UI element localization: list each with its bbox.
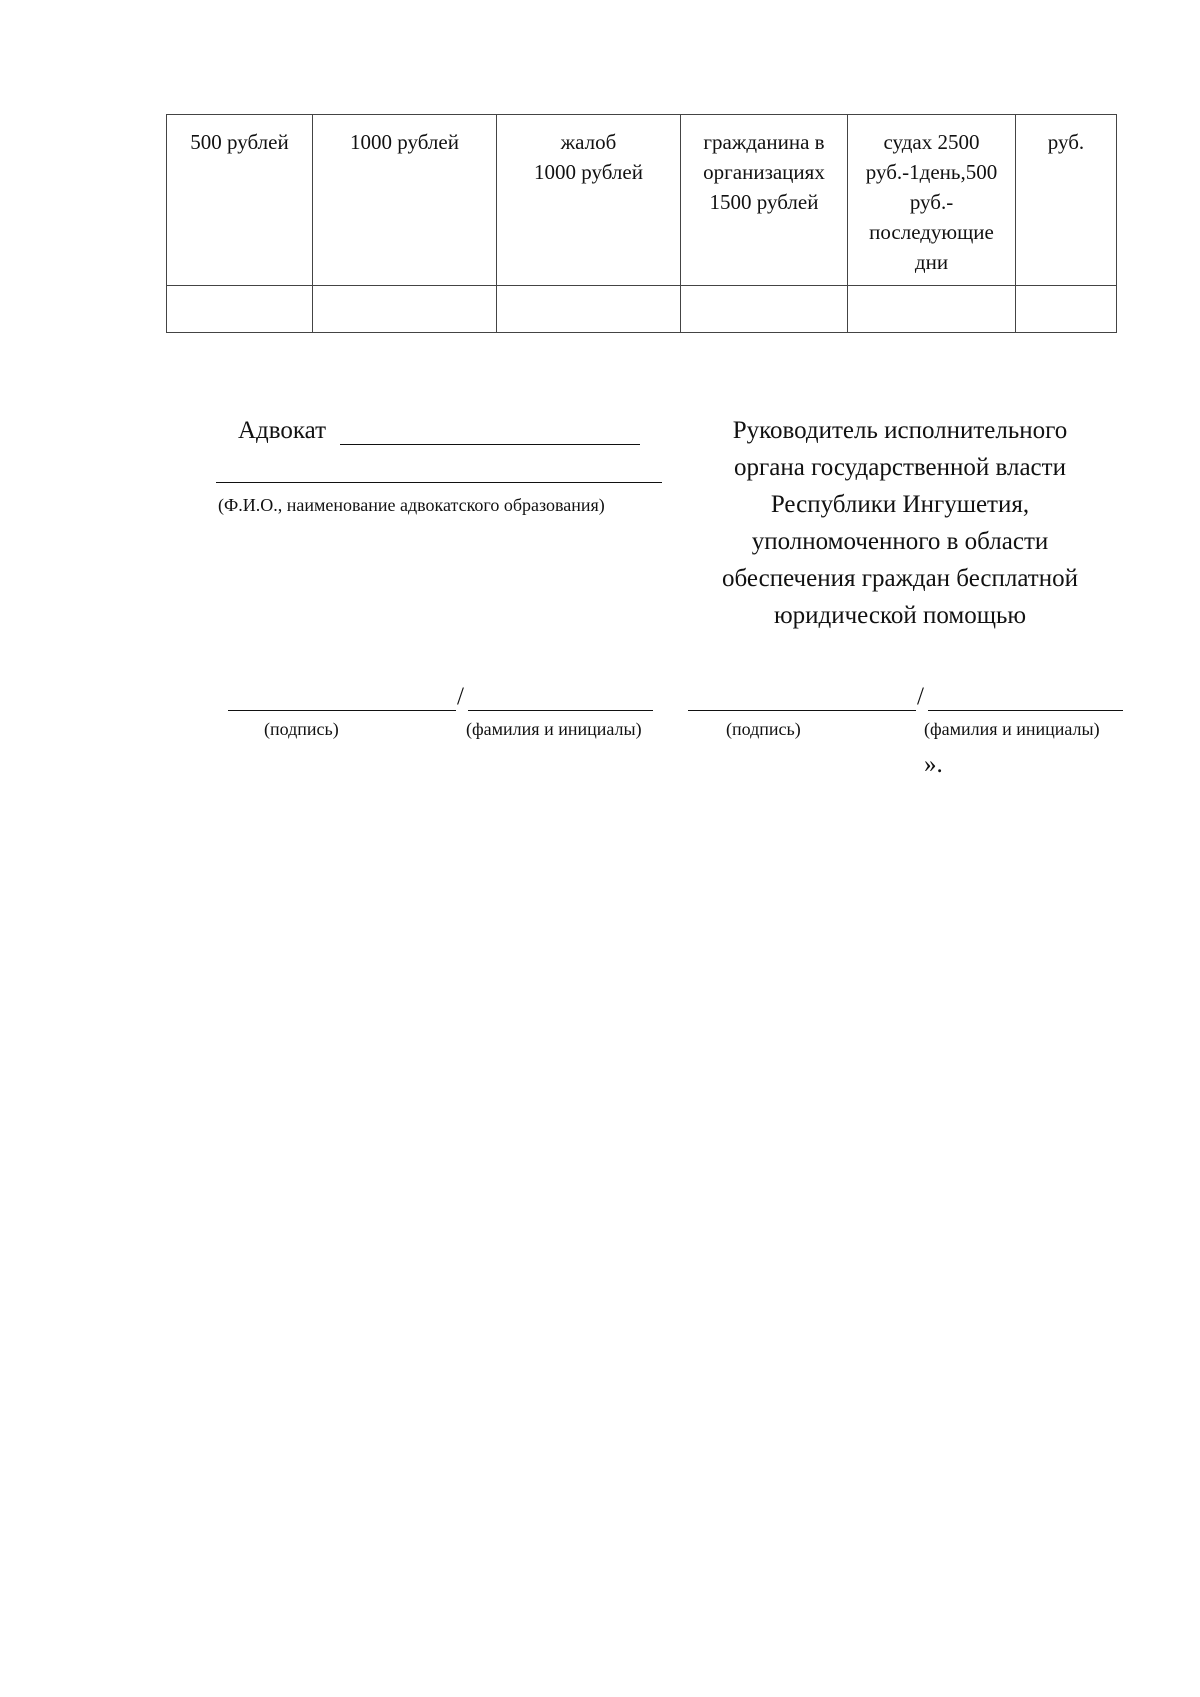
table-cell: 500 рублей [167,115,313,286]
table-cell: 1000 рублей [313,115,497,286]
right-name-line [928,710,1123,711]
table-cell [1016,286,1117,333]
left-signature-line [228,710,456,711]
left-name-caption: (фамилия и инициалы) [466,719,642,739]
table-cell [848,286,1016,333]
table-cell [313,286,497,333]
advocate-label: Адвокат [238,417,327,444]
advocate-caption: (Ф.И.О., наименование адвокатского образования) [218,495,605,515]
head-title-line: органа государственной власти [734,454,1066,481]
head-title-line: уполномоченного в области [751,528,1049,555]
left-name-line [468,710,653,711]
right-slash: / [917,683,924,710]
table-row [167,115,1117,286]
table-cell: руб. [1016,115,1117,286]
right-signature-line [688,710,916,711]
head-title-line: обеспечения граждан бесплатной [722,565,1078,592]
left-slash: / [457,683,464,710]
head-title-line: юридической помощью [773,602,1027,629]
fee-table [166,114,1117,333]
head-title-line: Руководитель исполнительного [732,417,1068,444]
head-title-line: Республики Ингушетия, [770,491,1030,518]
table-cell [681,286,848,333]
advocate-name-line [216,482,662,483]
head-title [690,412,1110,634]
table-cell [167,286,313,333]
table-cell [497,286,681,333]
table-cell: судах 2500 руб.-1день,500 руб.- последующие дни [848,115,1016,286]
left-signature-caption: (подпись) [264,719,339,739]
table-cell: жалоб 1000 рублей [497,115,681,286]
advocate-signature-line [340,444,640,445]
right-name-caption: (фамилия и инициалы) [924,719,1100,739]
table-row [167,286,1117,333]
right-signature-caption: (подпись) [726,719,801,739]
closing-quote-mark: ». [924,751,943,778]
table-cell: гражданина в организациях 1500 рублей [681,115,848,286]
